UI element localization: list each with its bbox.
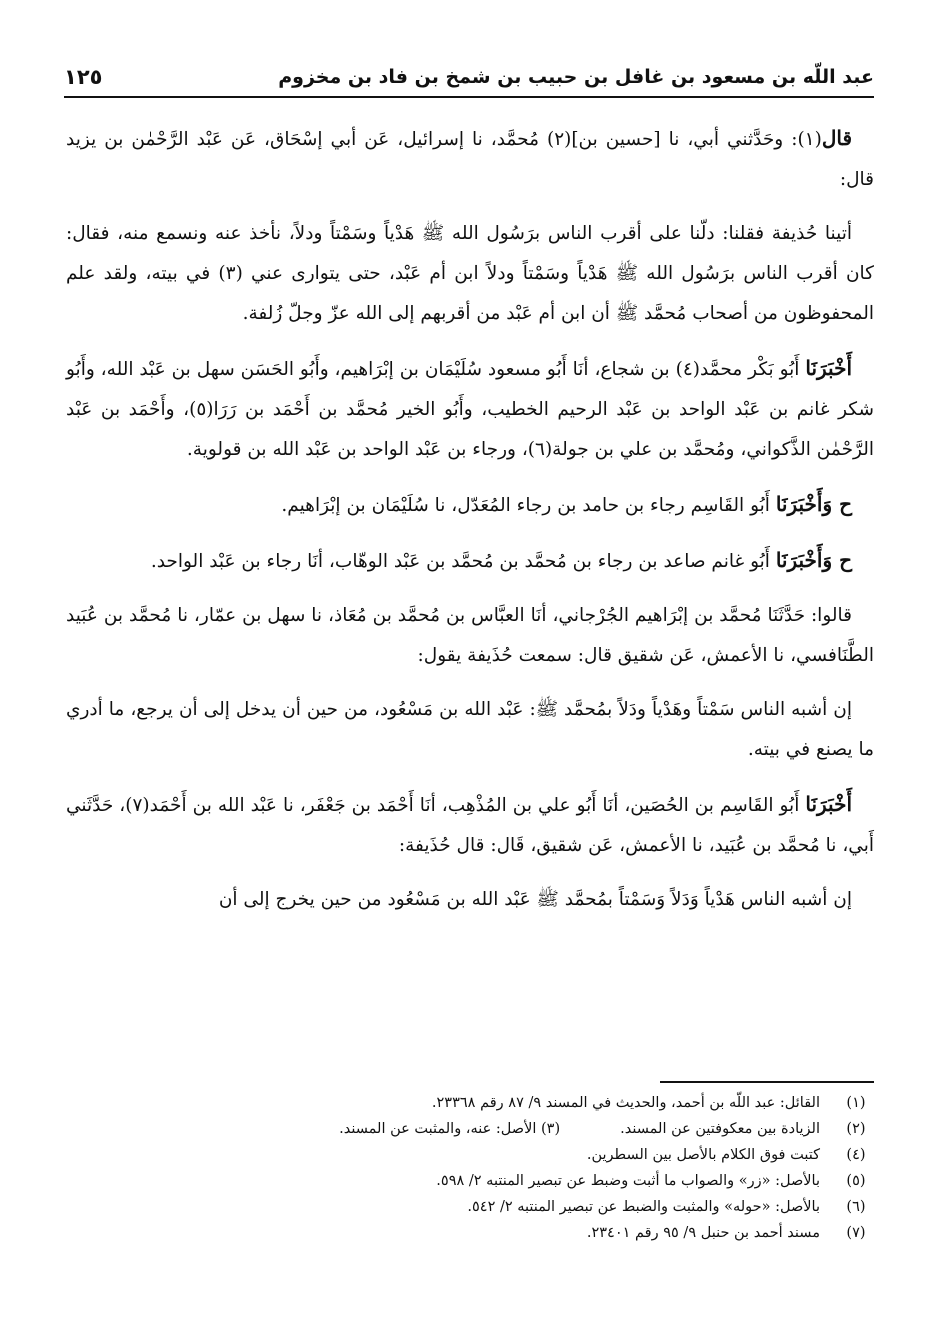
footnote-number: (٤) bbox=[846, 1147, 866, 1163]
page-number: ١٢٥ bbox=[64, 65, 103, 89]
footnote bbox=[66, 1142, 874, 1168]
paragraph-lead: أَخْبَرَنَا bbox=[805, 792, 852, 816]
footnote-number: (٦) bbox=[846, 1199, 866, 1215]
paragraph bbox=[66, 690, 874, 770]
footnote-divider bbox=[660, 1081, 874, 1083]
paragraph-lead: قال bbox=[821, 126, 853, 150]
footnote-text: الزيادة بين معكوفتين عن المسند. bbox=[620, 1121, 820, 1137]
footnote-number: (١) bbox=[846, 1095, 866, 1111]
paragraph bbox=[66, 880, 874, 920]
footnote bbox=[66, 1116, 874, 1142]
footnote-text: الأصل: عنه، والمثبت عن المسند. bbox=[339, 1121, 537, 1137]
footnote-pair bbox=[339, 1116, 820, 1142]
paragraph-text: أتينا حُذيفة فقلنا: دلّنا على أقرب الناس برَسُول الله ﷺ هَدْياً وسَمْتاً ودلاً، نأخذ عنه ونسمع منه، فقال: كان أقرب الناس برَسُول الله ﷺ هَدْياً وسَمْتاً ودلاً ابن أم عَبْد، حتى يتوارى عني (٣) في بيته، ولقد علم المحفوظون من أصحاب مُحمَّد ﷺ أن ابن أم عَبْد من أقربهم إلى الله عزّ وجلّ زُلفة. bbox=[66, 223, 874, 324]
footnote bbox=[66, 1168, 874, 1194]
footnotes bbox=[66, 1090, 874, 1246]
paragraph bbox=[66, 214, 874, 334]
paragraph bbox=[66, 540, 874, 582]
page-header bbox=[64, 58, 874, 98]
paragraph-lead: ح وَأَخْبَرَنَا bbox=[775, 492, 852, 516]
footnote-number: (٥) bbox=[846, 1173, 866, 1189]
footnote-text: بالأصل: «حوله» والمثبت والضبط عن تبصير المنتبه ٢/ ٥٤٢. bbox=[467, 1199, 820, 1215]
paragraph bbox=[66, 348, 874, 470]
footnote-text: مسند أحمد بن حنبل ٩/ ٩٥ رقم ٢٣٤٠١. bbox=[586, 1225, 820, 1241]
main-text bbox=[66, 118, 874, 934]
paragraph-text: قالوا: حَدَّثَنَا مُحمَّد بن إبْرَاهيم الجُرْجاني، أنَا العبَّاس بن مُحمَّد بن مُعَاذ، نا سهل بن عمّار، نا مُحمَّد بن عُبَيد الطَّنَافسي، نا الأعمش، عَن شقيق قال: سمعت حُذَيفة يقول: bbox=[66, 605, 874, 666]
paragraph-text: (١): وحَدَّثني أبي، نا [حسين بن](٢) مُحمَّد، نا إسرائيل، عَن أبي إسْحَاق، عَن عَبْد الرَّحْمٰن بن يزيد قال: bbox=[66, 129, 874, 190]
footnote-number: (٧) bbox=[846, 1225, 866, 1241]
paragraph bbox=[66, 484, 874, 526]
paragraph-text: أَبُو القَاسِم بن الحُصَين، أنَا أَبُو علي بن المُذْهِب، أنَا أَحْمَد بن جَعْفَر، نا عَبْد الله بن أَحْمَد(٧)، حَدَّثَني أَبي، نا مُحمَّد بن عُبَيد، نا الأعمش، عَن شقيق، قَال: قال حُذَيفة: bbox=[66, 795, 874, 856]
paragraph bbox=[66, 118, 874, 200]
paragraph-text: أَبُو بَكْر محمَّد(٤) بن شجاع، أنَا أَبُو مسعود سُلَيْمَان بن إبْرَاهيم، وأَبُو الحَسَن سهل بن عَبْد الله، وأَبُو شكر غانم بن عَبْد الواحد بن عَبْد الرحيم الخطيب، وأَبُو الخير مُحمَّد بن أَحْمَد بن رَرَا(٥)، وأَحْمَد بن عَبْد الرَّحْمٰن الذَّكواني، ومُحمَّد بن علي بن جولة(٦)، ورجاء بن عَبْد الواحد بن عَبْد الله بن قولوية. bbox=[66, 359, 874, 460]
paragraph-text: إن أشبه الناس هَدْياً وَدَلاً وَسَمْتاً بمُحمَّد ﷺ عَبْد الله بن مَسْعُود من حين يخرج إلى أن bbox=[218, 889, 852, 910]
paragraph-lead: ح وَأَخْبَرَنَا bbox=[775, 548, 852, 572]
footnote-number: (٣) bbox=[540, 1121, 561, 1137]
footnote-text: كتبت فوق الكلام بالأصل بين السطرين. bbox=[586, 1147, 820, 1163]
paragraph-text: إن أشبه الناس سَمْتاً وهَدْياً ودَلاً بمُحمَّد ﷺ: عَبْد الله بن مَسْعُود، من حين أن يدخل إلى أن يرجع، ما أدري ما يصنع في بيته. bbox=[66, 699, 874, 760]
footnote-number: (٢) bbox=[846, 1121, 866, 1137]
running-title: عبد اللّه بن مسعود بن غافل بن حبيب بن شمخ بن فاد بن مخزوم bbox=[278, 66, 874, 88]
paragraph bbox=[66, 784, 874, 866]
footnote bbox=[66, 1220, 874, 1246]
paragraph bbox=[66, 596, 874, 676]
footnote bbox=[66, 1194, 874, 1220]
footnote bbox=[66, 1090, 874, 1116]
paragraph-text: أَبُو غانم صاعد بن رجاء بن مُحمَّد بن مُحمَّد بن عَبْد الوهّاب، أنَا رجاء بن عَبْد الواحد. bbox=[150, 551, 776, 572]
paragraph-lead: أَخْبَرَنَا bbox=[805, 356, 852, 380]
footnote-text: القائل: عبد اللّه بن أحمد، والحديث في المسند ٩/ ٨٧ رقم ٢٣٣٦٨. bbox=[431, 1095, 820, 1111]
paragraph-text: أَبُو القَاسِم رجاء بن حامد بن رجاء المُعَدّل، نا سُلَيْمَان بن إبْرَاهيم. bbox=[281, 495, 776, 516]
footnote-text: بالأصل: «زر» والصواب ما أثبت وضبط عن تبصير المنتبه ٢/ ٥٩٨. bbox=[436, 1173, 820, 1189]
